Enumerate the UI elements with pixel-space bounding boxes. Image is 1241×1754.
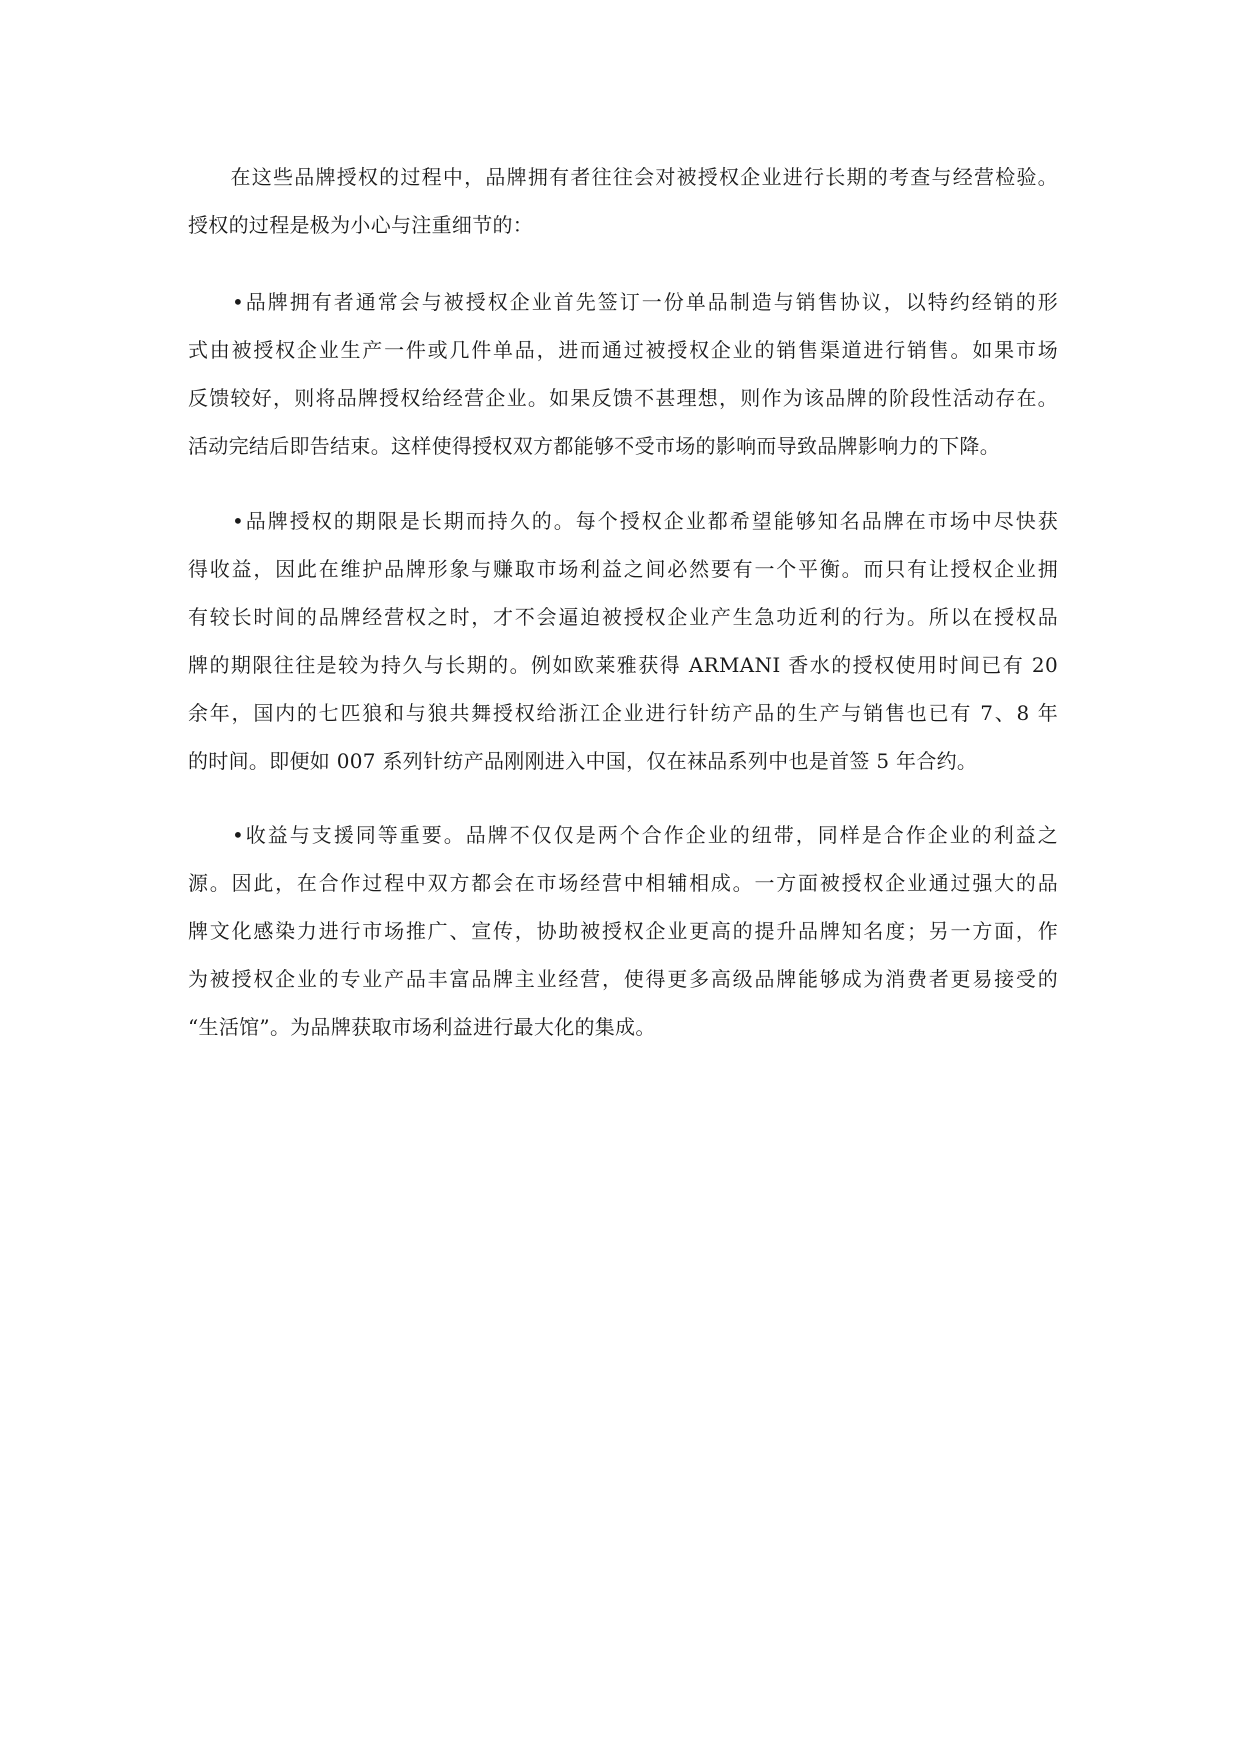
paragraph-intro	[188, 153, 1058, 249]
text-line: 授权的过程是极为小心与注重细节的：	[188, 213, 534, 237]
text-line: 为被授权企业的专业产品丰富品牌主业经营，使得更多高级品牌能够成为消费者更易接受的	[188, 967, 1058, 991]
paragraph-bullet-support	[188, 811, 1058, 1051]
text-line: 在这些品牌授权的过程中，品牌拥有者往往会对被授权企业进行长期的考查与经营检验。	[188, 165, 1058, 189]
paragraph-bullet-term	[188, 497, 1058, 785]
text-line: “生活馆”。为品牌获取市场利益进行最大化的集成。	[188, 1015, 656, 1039]
text-line: •品牌授权的期限是长期而持久的。每个授权企业都希望能够知名品牌在市场中尽快获	[188, 509, 1058, 533]
paragraph-bullet-trial	[188, 278, 1058, 470]
text-line: 反馈较好，则将品牌授权给经营企业。如果反馈不甚理想，则作为该品牌的阶段性活动存在。	[188, 386, 1058, 410]
text-line: •收益与支援同等重要。品牌不仅仅是两个合作企业的纽带，同样是合作企业的利益之	[188, 823, 1058, 847]
text-line: 式由被授权企业生产一件或几件单品，进而通过被授权企业的销售渠道进行销售。如果市场	[188, 338, 1058, 362]
text-line: 余年，国内的七匹狼和与狼共舞授权给浙江企业进行针纺产品的生产与销售也已有 7、8 年	[188, 701, 1058, 725]
text-line: 牌文化感染力进行市场推广、宣传，协助被授权企业更高的提升品牌知名度；另一方面，作	[188, 919, 1058, 943]
text-line: 有较长时间的品牌经营权之时，才不会逼迫被授权企业产生急功近利的行为。所以在授权品	[188, 605, 1058, 629]
text-line: 源。因此，在合作过程中双方都会在市场经营中相辅相成。一方面被授权企业通过强大的品	[188, 871, 1058, 895]
text-line: 的时间。即便如 007 系列针纺产品刚刚进入中国，仅在袜品系列中也是首签 5 年合约。	[188, 749, 978, 773]
text-line: 活动完结后即告结束。这样使得授权双方都能够不受市场的影响而导致品牌影响力的下降。	[188, 434, 1000, 458]
text-line: 得收益，因此在维护品牌形象与赚取市场利益之间必然要有一个平衡。而只有让授权企业拥	[188, 557, 1058, 581]
text-line: 牌的期限往往是较为持久与长期的。例如欧莱雅获得 ARMANI 香水的授权使用时间已有 20	[188, 653, 1058, 677]
text-line: •品牌拥有者通常会与被授权企业首先签订一份单品制造与销售协议，以特约经销的形	[188, 290, 1058, 314]
